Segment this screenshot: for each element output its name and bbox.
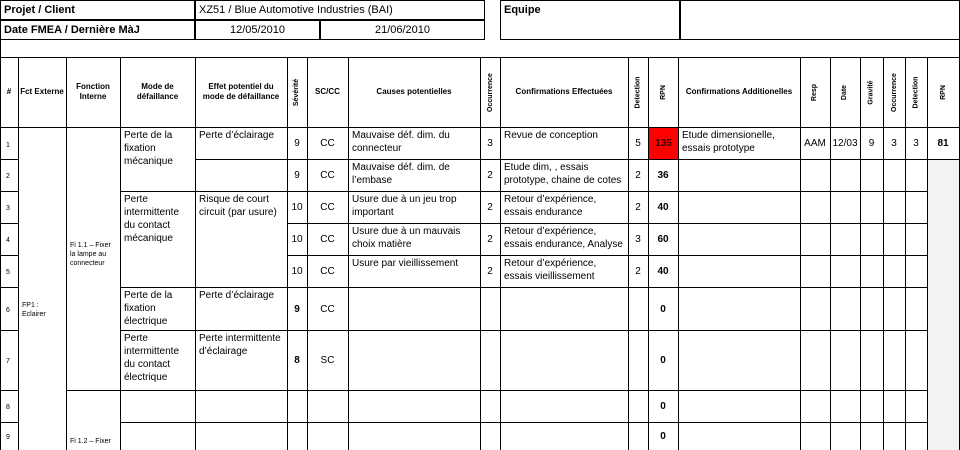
col-fct-externe: Fct Externe bbox=[20, 87, 64, 96]
equipe-value bbox=[680, 0, 960, 40]
fonction-interne-fi11: Fi 1.1 – Fixer la lampe au connecteur bbox=[70, 242, 111, 267]
col-severite: Sévérité bbox=[293, 78, 301, 106]
mode-cell: Perte de la fixation électrique bbox=[124, 290, 173, 327]
occurrence2-value: 3 bbox=[891, 138, 897, 149]
date-label: Date FMEA / Dernière MàJ bbox=[0, 20, 195, 40]
col-mode: Mode de défaillance bbox=[136, 82, 179, 101]
rpn-value: 40 bbox=[657, 266, 669, 277]
rpn2-value: 81 bbox=[937, 138, 949, 149]
mode-cell: Perte intermittente du contact mécanique bbox=[124, 194, 180, 244]
col-causes: Causes potentielles bbox=[376, 87, 452, 96]
row-num: 8 bbox=[6, 404, 10, 411]
confirmation-cell: Retour d’expérience, essais endurance bbox=[504, 194, 597, 218]
equipe-label: Equipe bbox=[500, 0, 680, 40]
date-maj: 21/06/2010 bbox=[320, 20, 485, 40]
detection-value: 5 bbox=[635, 138, 641, 149]
sccc-value: CC bbox=[320, 202, 335, 213]
row-num: 6 bbox=[6, 307, 10, 314]
col-gravite: Gravité bbox=[868, 79, 875, 105]
rpn-value: 0 bbox=[660, 355, 666, 366]
rpn-value: 36 bbox=[657, 170, 669, 181]
date-value: 12/03 bbox=[832, 138, 858, 149]
sccc-value: CC bbox=[320, 303, 335, 315]
col-effet: Effet potentiel du mode de défaillance bbox=[202, 82, 280, 101]
sccc-value: CC bbox=[320, 170, 335, 181]
sccc-value: CC bbox=[320, 266, 335, 277]
col-conf-add: Confirmations Additionelles bbox=[685, 87, 793, 96]
col-num: # bbox=[6, 87, 12, 96]
date-fmea: 12/05/2010 bbox=[195, 20, 320, 40]
rpn-value: 40 bbox=[657, 202, 669, 213]
row-num: 9 bbox=[6, 434, 10, 441]
row-num: 7 bbox=[6, 358, 10, 365]
cause-cell: Mauvaise déf. dim. de l’embase bbox=[352, 162, 450, 186]
col-rpn2: RPN bbox=[939, 84, 947, 100]
severite-value: 10 bbox=[291, 234, 303, 245]
rpn-alert-value: 135 bbox=[649, 128, 678, 159]
detection-value: 2 bbox=[635, 170, 641, 181]
col-fonction-interne: Fonction Interne bbox=[76, 82, 110, 101]
occurrence-value: 3 bbox=[487, 138, 493, 149]
mode-cell: Perte intermittente du contact électrique bbox=[124, 333, 180, 383]
row-num: 5 bbox=[6, 269, 10, 276]
confirmation-cell: Retour d’expérience, essais vieillissement bbox=[504, 258, 597, 282]
effet-cell: Perte intermittente d’éclairage bbox=[199, 333, 281, 357]
projet-value: XZ51 / Blue Automotive Industries (BAI) bbox=[195, 0, 485, 20]
occurrence-value: 2 bbox=[487, 170, 493, 181]
col-detection2: Detection bbox=[912, 76, 920, 108]
sccc-value: CC bbox=[320, 234, 335, 245]
confirmation-cell: Revue de conception bbox=[504, 130, 598, 141]
mode-cell: Perte de la fixation mécanique bbox=[124, 130, 173, 167]
effet-cell: Risque de court circuit (par usure) bbox=[199, 194, 277, 218]
projet-label: Projet / Client bbox=[0, 0, 195, 20]
severite-value: 9 bbox=[294, 170, 300, 181]
rpn2-empty-fill bbox=[928, 160, 959, 450]
effet-cell: Perte d’éclairage bbox=[199, 130, 275, 141]
fct-externe-fp1: FP1 : Eclairer bbox=[22, 302, 46, 318]
detection-value: 2 bbox=[635, 202, 641, 213]
col-occurrence2: Occurrence bbox=[890, 72, 898, 112]
rpn-value: 0 bbox=[660, 303, 666, 315]
col-sccc: SC/CC bbox=[315, 87, 340, 96]
confirmation-cell: Retour d’expérience, essais endurance, Analyse bbox=[504, 226, 623, 250]
cause-cell: Mauvaise déf. dim. du connecteur bbox=[352, 130, 450, 154]
conf-add-cell: Etude dimensionelle, essais prototype bbox=[682, 130, 775, 154]
rpn-value: 0 bbox=[660, 401, 666, 412]
cause-cell: Usure due à un mauvais choix matière bbox=[352, 226, 461, 250]
severite-value: 10 bbox=[291, 266, 303, 277]
row-num: 2 bbox=[6, 173, 10, 180]
resp-value: AAM bbox=[804, 138, 826, 149]
severite-value: 8 bbox=[294, 355, 300, 366]
detection-value: 3 bbox=[635, 234, 641, 245]
detection-value: 2 bbox=[635, 266, 641, 277]
occurrence-value: 2 bbox=[487, 202, 493, 213]
fonction-interne-fi12: Fi 1.2 – Fixer bbox=[70, 438, 111, 445]
row-num: 1 bbox=[6, 142, 10, 149]
rpn-value: 0 bbox=[660, 431, 666, 442]
detection2-value: 3 bbox=[913, 138, 919, 149]
col-confirmations: Confirmations Effectuées bbox=[515, 87, 613, 96]
severite-value: 9 bbox=[294, 138, 300, 149]
col-resp: Resp bbox=[811, 83, 819, 101]
gravite-value: 9 bbox=[868, 138, 875, 149]
sccc-value: SC bbox=[320, 355, 335, 366]
severite-value: 9 bbox=[294, 303, 300, 315]
confirmation-cell: Etude dim, , essais prototype, chaine de cotes bbox=[504, 162, 622, 186]
header-spacer bbox=[0, 40, 960, 57]
effet-cell: Perte d’éclairage bbox=[199, 290, 275, 301]
cause-cell: Usure due à un jeu trop important bbox=[352, 194, 457, 218]
col-date: Date bbox=[841, 84, 849, 100]
col-detection: Detection bbox=[634, 76, 642, 108]
row-num: 4 bbox=[6, 237, 10, 244]
row-num: 3 bbox=[6, 205, 10, 212]
rpn-value: 60 bbox=[657, 234, 669, 245]
occurrence-value: 2 bbox=[487, 266, 493, 277]
col-rpn: RPN bbox=[659, 84, 667, 100]
col-occurrence: Occurrence bbox=[486, 72, 494, 112]
severite-value: 10 bbox=[291, 202, 303, 213]
occurrence-value: 2 bbox=[487, 234, 493, 245]
cause-cell: Usure par vieillissement bbox=[352, 258, 459, 269]
sccc-value: CC bbox=[320, 138, 335, 149]
